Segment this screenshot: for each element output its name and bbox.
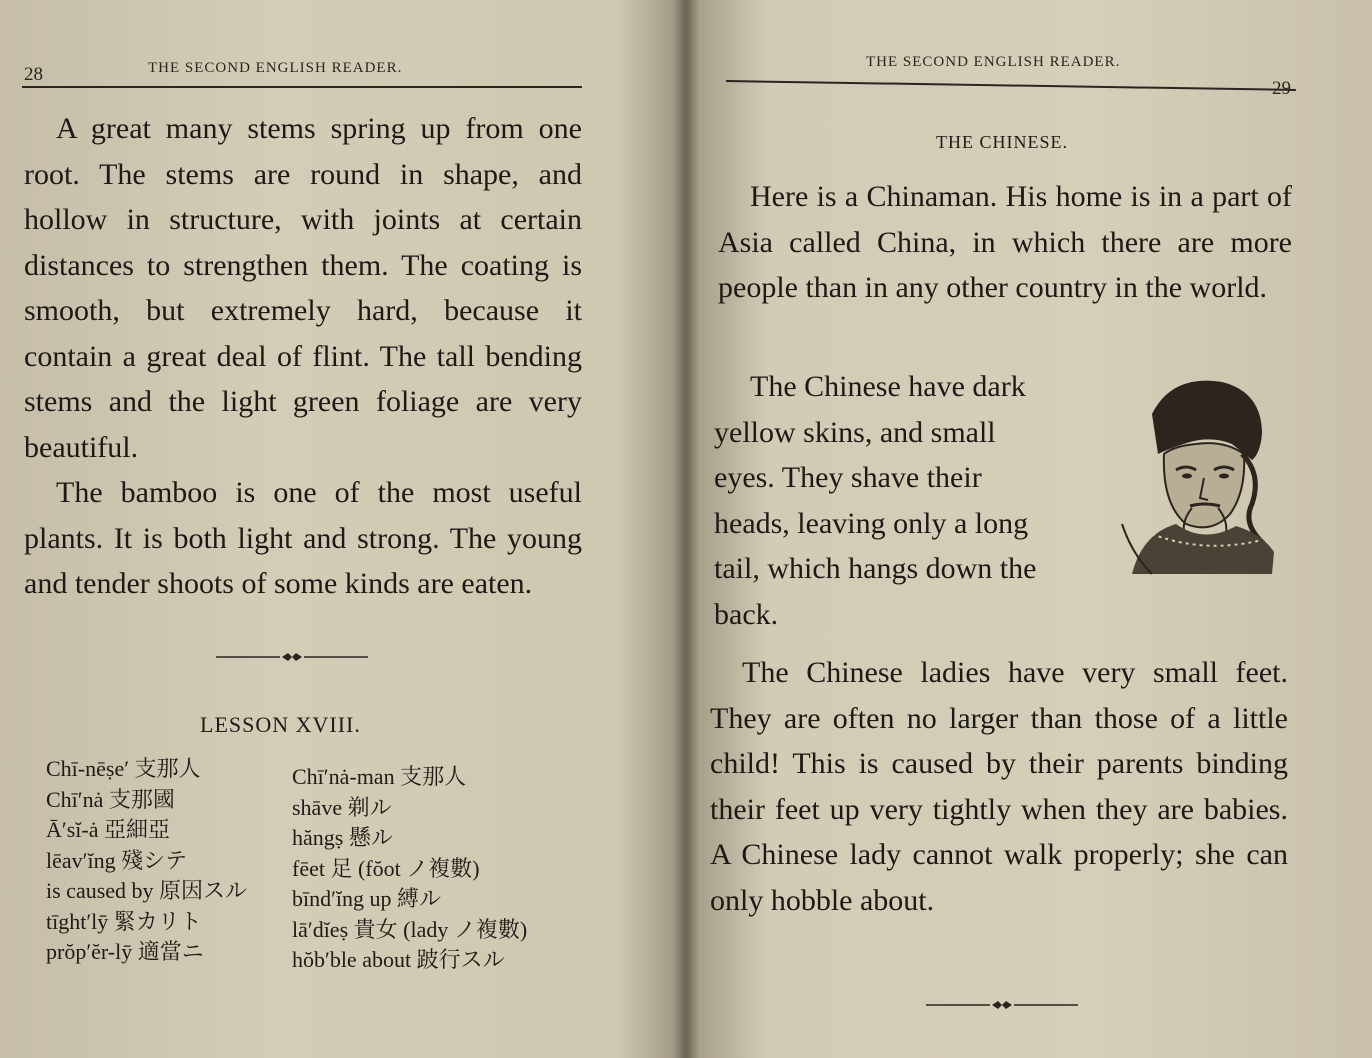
vocab-entry: tīght′lȳ 緊カリト xyxy=(46,908,202,934)
vocab-entry: Ā′sĭ-ȧ 亞細亞 xyxy=(46,817,170,842)
vocab-entry: Chī′nȧ 支那國 xyxy=(46,786,175,812)
vocabulary-list-right xyxy=(292,762,527,976)
page-number: 28 xyxy=(24,64,43,85)
body-text xyxy=(718,174,1292,311)
paragraph: The bamboo is one of the most useful plants. It is both light and strong. The young and tender shoots of some kinds are eaten. xyxy=(24,476,582,600)
lesson-title: LESSON XVIII. xyxy=(200,712,361,737)
page-number: 29 xyxy=(1272,78,1291,99)
text-line: The Chinese have dark xyxy=(750,370,1026,403)
vocab-entry: lā′dĭeṣ 貴女 (lady ノ複數) xyxy=(292,916,528,942)
header-rule xyxy=(22,86,582,88)
text-line: eyes. They shave their xyxy=(714,461,982,494)
vocab-entry: Chī-nēṣe′ 支那人 xyxy=(46,756,201,781)
running-header: THE SECOND ENGLISH READER. xyxy=(866,54,1121,70)
left-page xyxy=(0,0,640,1058)
running-header: THE SECOND ENGLISH READER. xyxy=(148,60,403,76)
ornament-divider xyxy=(926,1000,1078,1010)
ornament-divider xyxy=(216,652,368,662)
vocab-entry: hŏb′ble about 跛行スル xyxy=(292,947,505,972)
header-rule xyxy=(726,80,1296,91)
vocab-entry: Chī′nȧ-man 支那人 xyxy=(292,764,467,789)
vocabulary-list-left xyxy=(46,754,247,968)
vocab-entry: fēet 足 (fŏot ノ複數) xyxy=(292,855,480,881)
text-line: heads, leaving only a long xyxy=(714,506,1029,540)
vocab-entry: prŏp′ĕr-lȳ 適當ニ xyxy=(46,939,204,964)
right-page xyxy=(650,0,1372,1058)
vocab-entry: hăngṣ 懸ル xyxy=(292,825,393,850)
body-text-beside-portrait xyxy=(714,364,1104,637)
text-line: yellow skins, and small xyxy=(714,415,996,449)
paragraph: The Chinese ladies have very small feet. They are often no larger than those of a little child! This is caused by their parents binding their feet up very tightly when they are babies. A Chinese lady cannot walk properly; she can only hobble about. xyxy=(710,656,1288,917)
vocab-entry: shāve 剃ル xyxy=(292,794,392,820)
body-text xyxy=(24,106,582,607)
section-title: THE CHINESE. xyxy=(936,132,1068,152)
paragraph: A great many stems spring up from one root. The stems are round in shape, and hollow in structure, with joints at certain distances to strengthen them. The coating is smooth, but extremely hard, because it contain a great deal of flint. The tall bending stems and the light green foliage are very beautiful. xyxy=(24,112,582,464)
body-text xyxy=(710,650,1288,923)
text-line: back. xyxy=(714,597,779,631)
vocab-entry: lēav′ĭng 殘シテ xyxy=(46,847,188,873)
chinaman-portrait-illustration xyxy=(1112,374,1282,584)
text-line: tail, which hangs down the xyxy=(714,552,1037,585)
paragraph: Here is a Chinaman. His home is in a part of Asia called China, in which there are more people than in any other country in the world. xyxy=(718,180,1292,304)
vocab-entry: is caused by 原因スル xyxy=(46,878,248,903)
vocab-entry: bīnd′ĭng up 縛ル xyxy=(292,886,442,911)
